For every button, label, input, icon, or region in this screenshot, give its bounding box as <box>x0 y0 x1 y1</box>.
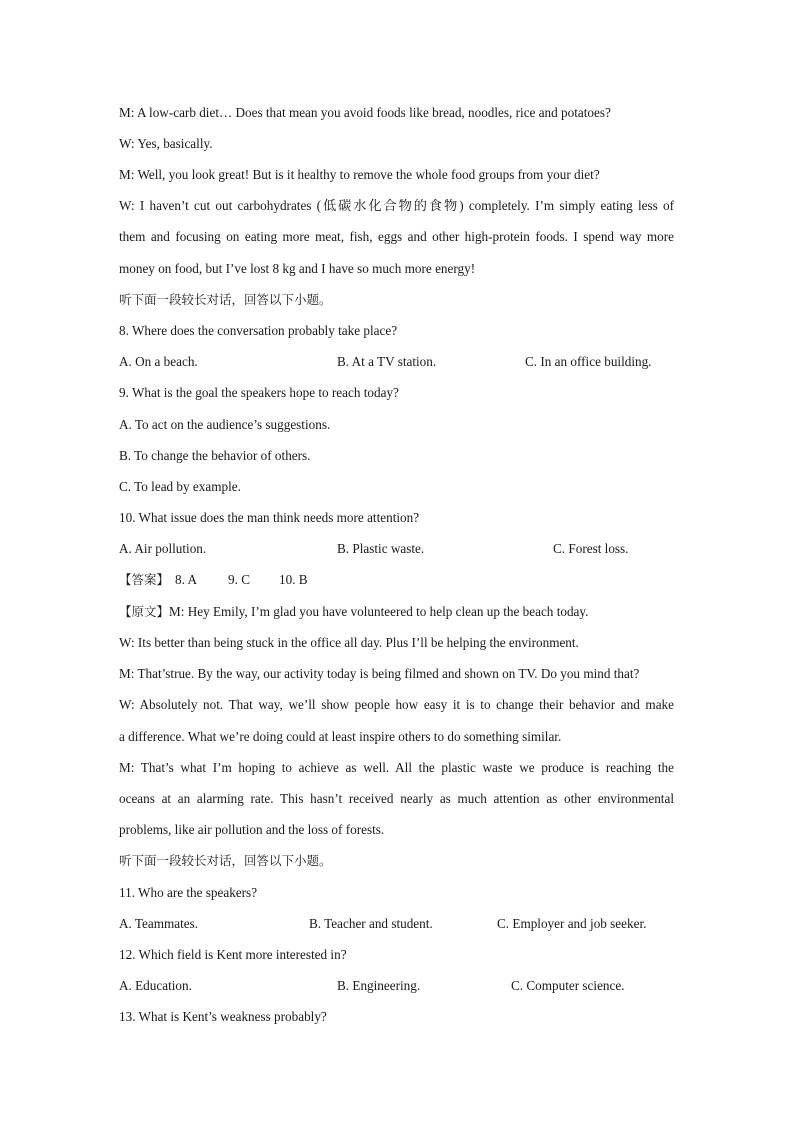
dialogue-line-4: W: I haven’t cut out carbohydrates (低碳水化合物的食物) completely. I’m simply eating less of <box>119 198 674 213</box>
answer-8: 8. A <box>175 572 197 587</box>
dialogue-line-1: M: A low-carb diet… Does that mean you avoid foods like bread, noodles, rice and potatoes? <box>119 105 611 120</box>
option-c: C. Computer science. <box>511 978 625 993</box>
option-a: A. On a beach. <box>119 354 198 369</box>
option-c: C. Employer and job seeker. <box>497 916 647 931</box>
option-a: A. Education. <box>119 978 192 993</box>
dialogue-line-2: W: Yes, basically. <box>119 136 213 151</box>
option-b: B. Teacher and student. <box>309 916 433 931</box>
question-12: 12. Which field is Kent more interested in? <box>119 947 347 962</box>
transcript-line-2: W: Its better than being stuck in the office all day. Plus I’ll be helping the environment. <box>119 635 579 650</box>
answer-10: 10. B <box>279 572 308 587</box>
question-11: 11. Who are the speakers? <box>119 885 258 900</box>
transcript-label: 【原文】 <box>119 604 170 619</box>
transcript-line-1 <box>119 603 674 621</box>
option-b: B. At a TV station. <box>337 354 437 369</box>
option-b: B. Engineering. <box>337 978 421 993</box>
option-a: A. Air pollution. <box>119 541 207 556</box>
dialogue-line-6: money on food, but I’ve lost 8 kg and I have so much more energy! <box>119 261 476 276</box>
question-13: 13. What is Kent’s weakness probably? <box>119 1009 327 1024</box>
question-10: 10. What issue does the man think needs more attention? <box>119 510 420 525</box>
transcript-line-4: W: Absolutely not. That way, we’ll show people how easy it is to change their behavior and make <box>119 697 674 712</box>
question-9-option-b: B. To change the behavior of others. <box>119 448 311 463</box>
option-c: C. In an office building. <box>525 354 652 369</box>
transcript-text: M: Hey Emily, I’m glad you have volunteered to help clean up the beach today. <box>169 604 589 619</box>
option-b: B. Plastic waste. <box>337 541 425 556</box>
transcript-line-8: problems, like air pollution and the loss of forests. <box>119 822 385 837</box>
answer-label: 【答案】 <box>119 572 170 587</box>
option-a: A. Teammates. <box>119 916 199 931</box>
question-8: 8. Where does the conversation probably take place? <box>119 323 398 338</box>
question-9-option-c: C. To lead by example. <box>119 479 241 494</box>
transcript-line-5: a difference. What we’re doing could at least inspire others to do something similar. <box>119 729 562 744</box>
answer-9: 9. C <box>228 572 250 587</box>
option-c: C. Forest loss. <box>553 541 629 556</box>
section-heading: 听下面一段较长对话，回答以下小题。 <box>119 292 332 307</box>
transcript-line-6: M: That’s what I’m hoping to achieve as well. All the plastic waste we produce is reaching the <box>119 760 674 775</box>
transcript-line-7: oceans at an alarming rate. This hasn’t received nearly as much attention as other environmental <box>119 791 674 806</box>
section-heading: 听下面一段较长对话，回答以下小题。 <box>119 853 332 868</box>
question-9-option-a: A. To act on the audience’s suggestions. <box>119 417 331 432</box>
dialogue-line-5: them and focusing on eating more meat, fish, eggs and other high-protein foods. I spend way more <box>119 229 674 244</box>
dialogue-line-3: M: Well, you look great! But is it healthy to remove the whole food groups from your diet? <box>119 167 600 182</box>
transcript-line-3: M: That’strue. By the way, our activity today is being filmed and shown on TV. Do you mind that? <box>119 666 640 681</box>
question-9: 9. What is the goal the speakers hope to reach today? <box>119 385 399 400</box>
